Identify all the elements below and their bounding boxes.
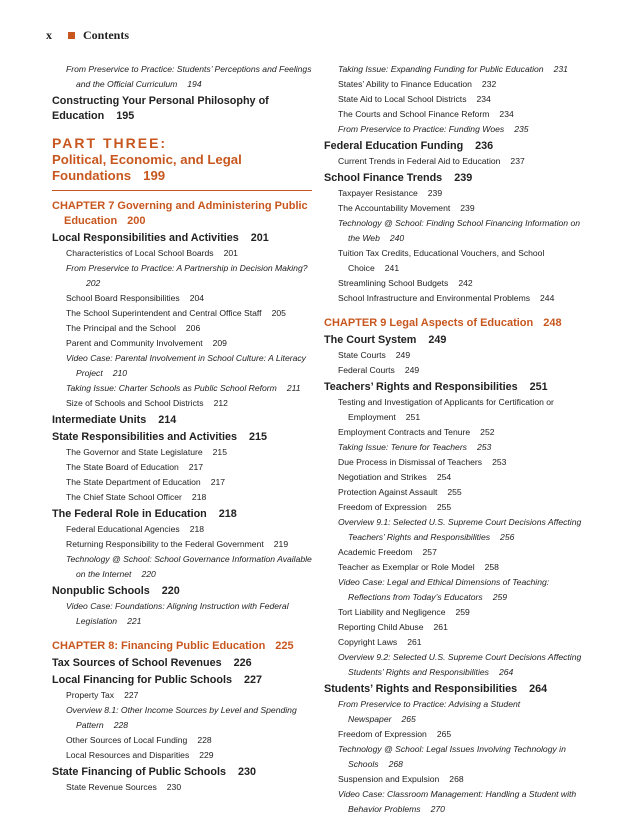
entry-page: 253 bbox=[492, 457, 507, 467]
section-title: Intermediate Units bbox=[52, 414, 147, 426]
section-title: Teachers’ Rights and Responsibilities bbox=[324, 381, 518, 393]
entry-text: Taking Issue: Tenure for Teachers bbox=[338, 442, 467, 452]
entry-page: 265 bbox=[401, 714, 416, 724]
entry-page: 228 bbox=[197, 735, 212, 745]
toc-section[interactable] bbox=[52, 765, 312, 780]
entry-text: The Chief State School Officer bbox=[66, 492, 182, 502]
entry-text: The School Superintendent and Central Office Staff bbox=[66, 308, 262, 318]
entry-text: Technology @ School: Finding School Financing Information on the Web bbox=[338, 218, 581, 243]
entry-text: Video Case: Parental Involvement in School Culture: A Literacy Project bbox=[66, 353, 306, 378]
toc-entry[interactable] bbox=[66, 522, 312, 537]
entry-text: Current Trends in Federal Aid to Education bbox=[338, 156, 501, 166]
entry-page: 217 bbox=[188, 462, 204, 472]
section-page: 195 bbox=[116, 110, 135, 122]
entry-text: Characteristics of Local School Boards bbox=[66, 248, 214, 258]
entry-page: 268 bbox=[388, 759, 403, 769]
entry-page: 232 bbox=[481, 79, 497, 89]
page-header bbox=[46, 28, 129, 42]
entry-page: 259 bbox=[455, 607, 470, 617]
entry-page: 210 bbox=[112, 368, 128, 378]
entry-text: Local Resources and Disparities bbox=[66, 750, 190, 760]
chapter-page: 225 bbox=[275, 640, 294, 652]
toc-entry[interactable] bbox=[338, 772, 589, 787]
entry-page: 206 bbox=[185, 323, 201, 333]
entry-text: School Board Responsibilities bbox=[66, 293, 180, 303]
page-number-roman: x bbox=[46, 27, 52, 42]
entry-text: Size of Schools and School Districts bbox=[66, 398, 204, 408]
chapter-heading[interactable] bbox=[324, 316, 589, 331]
toc-left-column bbox=[52, 62, 312, 795]
entry-page: 240 bbox=[389, 233, 405, 243]
toc-entry[interactable] bbox=[338, 107, 589, 122]
chapter-page: 248 bbox=[543, 317, 562, 329]
entry-text: Academic Freedom bbox=[338, 547, 413, 557]
section-page: 230 bbox=[237, 766, 256, 778]
entry-text: Federal Educational Agencies bbox=[66, 524, 180, 534]
section-page: 249 bbox=[428, 334, 447, 346]
entry-page: 239 bbox=[460, 203, 475, 213]
section-title: School Finance Trends bbox=[324, 172, 443, 184]
section-page: 215 bbox=[249, 431, 268, 443]
chapter-title: CHAPTER 7 Governing and Administering Public Education bbox=[52, 200, 308, 227]
toc-entry[interactable] bbox=[338, 787, 589, 817]
toc-entry[interactable] bbox=[338, 395, 589, 425]
entry-text: Tuition Tax Credits, Educational Vouchers, and School Choice bbox=[338, 248, 545, 273]
entry-text: Teacher as Exemplar or Role Model bbox=[338, 562, 475, 572]
section-title: Local Responsibilities and Activities bbox=[52, 232, 239, 244]
part-heading[interactable] bbox=[52, 134, 312, 184]
entry-page: 230 bbox=[166, 782, 182, 792]
toc-entry[interactable] bbox=[66, 336, 312, 351]
entry-page: 255 bbox=[436, 502, 452, 512]
toc-entry[interactable] bbox=[338, 201, 589, 216]
section-title: Students’ Rights and Responsibilities bbox=[324, 683, 518, 695]
section-title: The Federal Role in Education bbox=[52, 508, 207, 520]
entry-page: 215 bbox=[212, 447, 227, 457]
toc-right-column bbox=[324, 62, 589, 817]
entry-page: 252 bbox=[480, 427, 495, 437]
entry-text: School Infrastructure and Environmental Problems bbox=[338, 293, 531, 303]
entry-text: Returning Responsibility to the Federal Government bbox=[66, 539, 264, 549]
chapter-title: CHAPTER 8: Financing Public Education bbox=[52, 640, 266, 652]
entry-text: Tort Liability and Negligence bbox=[338, 607, 446, 617]
section-page: 236 bbox=[475, 140, 494, 152]
entry-page: 270 bbox=[430, 804, 445, 814]
toc-section[interactable] bbox=[52, 231, 312, 246]
entry-page: 242 bbox=[458, 278, 473, 288]
entry-page: 261 bbox=[407, 637, 422, 647]
entry-text: State Aid to Local School Districts bbox=[338, 94, 467, 104]
toc-entry[interactable] bbox=[66, 62, 312, 92]
toc-entry[interactable] bbox=[66, 445, 312, 460]
divider bbox=[52, 190, 312, 191]
entry-page: 235 bbox=[514, 124, 529, 134]
entry-text: Employment Contracts and Tenure bbox=[338, 427, 471, 437]
running-title: Contents bbox=[83, 27, 130, 42]
entry-page: 239 bbox=[427, 188, 443, 198]
entry-page: 221 bbox=[127, 616, 142, 626]
toc-entry[interactable] bbox=[338, 500, 589, 515]
entry-page: 241 bbox=[384, 263, 400, 273]
toc-entry[interactable] bbox=[338, 560, 589, 575]
section-page: 264 bbox=[529, 683, 548, 695]
chapter-title: CHAPTER 9 Legal Aspects of Education bbox=[324, 317, 534, 329]
entry-page: 227 bbox=[124, 690, 139, 700]
entry-text: The State Department of Education bbox=[66, 477, 201, 487]
toc-entry[interactable] bbox=[338, 620, 589, 635]
entry-text: Reporting Child Abuse bbox=[338, 622, 424, 632]
entry-page: 237 bbox=[510, 156, 525, 166]
toc-entry[interactable] bbox=[338, 575, 589, 605]
entry-page: 201 bbox=[223, 248, 238, 258]
entry-text: Taking Issue: Charter Schools as Public School Reform bbox=[66, 383, 277, 393]
entry-page: 220 bbox=[141, 569, 156, 579]
toc-entry[interactable] bbox=[66, 703, 312, 733]
toc-entry[interactable] bbox=[66, 552, 312, 582]
toc-entry[interactable] bbox=[338, 276, 589, 291]
entry-text: State Revenue Sources bbox=[66, 782, 157, 792]
entry-text: Freedom of Expression bbox=[338, 502, 427, 512]
entry-page: 231 bbox=[553, 64, 568, 74]
entry-text: State Courts bbox=[338, 350, 386, 360]
section-title: Local Financing for Public Schools bbox=[52, 674, 232, 686]
chapter-heading[interactable] bbox=[52, 199, 312, 229]
entry-page: 253 bbox=[476, 442, 492, 452]
entry-page: 249 bbox=[404, 365, 420, 375]
entry-text: The Governor and State Legislature bbox=[66, 447, 203, 457]
toc-entry[interactable] bbox=[66, 321, 312, 336]
entry-page: 251 bbox=[405, 412, 421, 422]
toc-entry[interactable] bbox=[338, 291, 589, 306]
section-title: Tax Sources of School Revenues bbox=[52, 657, 222, 669]
toc-entry[interactable] bbox=[338, 363, 589, 378]
entry-text: The State Board of Education bbox=[66, 462, 179, 472]
entry-text: Technology @ School: Legal Issues Involving Technology in Schools bbox=[338, 744, 566, 769]
entry-page: 254 bbox=[436, 472, 452, 482]
entry-page: 204 bbox=[189, 293, 205, 303]
section-page: 227 bbox=[243, 674, 262, 686]
toc-entry[interactable] bbox=[338, 440, 589, 455]
entry-page: 219 bbox=[273, 539, 289, 549]
entry-page: 259 bbox=[492, 592, 508, 602]
entry-text: Overview 9.2: Selected U.S. Supreme Court Decisions Affecting Students’ Rights and Responsibilities bbox=[338, 652, 582, 677]
toc-entry[interactable] bbox=[338, 742, 589, 772]
entry-text: Copyright Laws bbox=[338, 637, 398, 647]
part-title: Political, Economic, and Legal Foundations bbox=[52, 152, 242, 183]
entry-text: The Principal and the School bbox=[66, 323, 176, 333]
entry-page: 257 bbox=[422, 547, 437, 557]
toc-entry[interactable] bbox=[338, 635, 589, 650]
section-title: Nonpublic Schools bbox=[52, 585, 150, 597]
toc-entry[interactable] bbox=[338, 216, 589, 246]
section-page: 214 bbox=[158, 414, 177, 426]
section-page: 239 bbox=[454, 172, 473, 184]
toc-entry[interactable] bbox=[338, 154, 589, 169]
toc-entry[interactable] bbox=[66, 748, 312, 763]
toc-entry[interactable] bbox=[338, 485, 589, 500]
entry-text: Protection Against Assault bbox=[338, 487, 438, 497]
entry-text: Testing and Investigation of Applicants for Certification or Employment bbox=[338, 397, 554, 422]
toc-section[interactable] bbox=[52, 94, 312, 124]
toc-entry[interactable] bbox=[338, 455, 589, 470]
entry-page: 244 bbox=[540, 293, 555, 303]
entry-text: Streamlining School Budgets bbox=[338, 278, 449, 288]
toc-entry[interactable] bbox=[66, 381, 312, 396]
toc-entry[interactable] bbox=[338, 727, 589, 742]
entry-page: 211 bbox=[286, 383, 301, 393]
entry-page: 212 bbox=[213, 398, 228, 408]
entry-text: Video Case: Legal and Ethical Dimensions of Teaching: Reflections from Today’s Educators bbox=[338, 577, 550, 602]
entry-text: Overview 8.1: Other Income Sources by Level and Spending Pattern bbox=[66, 705, 297, 730]
entry-page: 209 bbox=[212, 338, 227, 348]
entry-text: Overview 9.1: Selected U.S. Supreme Court Decisions Affecting Teachers’ Rights and Responsibilities bbox=[338, 517, 582, 542]
toc-section[interactable] bbox=[52, 507, 312, 522]
toc-section[interactable] bbox=[52, 673, 312, 688]
entry-text: Taxpayer Resistance bbox=[338, 188, 418, 198]
chapter-page: 200 bbox=[127, 215, 146, 227]
toc-entry[interactable] bbox=[66, 261, 312, 291]
toc-entry[interactable] bbox=[66, 599, 312, 629]
toc-entry[interactable] bbox=[338, 470, 589, 485]
section-title: State Responsibilities and Activities bbox=[52, 431, 237, 443]
section-page: 220 bbox=[161, 585, 180, 597]
entry-page: 265 bbox=[436, 729, 452, 739]
toc-entry[interactable] bbox=[338, 77, 589, 92]
entry-page: 202 bbox=[86, 278, 101, 288]
entry-page: 256 bbox=[500, 532, 515, 542]
entry-text: Negotiation and Strikes bbox=[338, 472, 427, 482]
toc-entry[interactable] bbox=[66, 246, 312, 261]
toc-entry[interactable] bbox=[338, 605, 589, 620]
toc-entry[interactable] bbox=[66, 460, 312, 475]
entry-page: 234 bbox=[499, 109, 514, 119]
section-page: 226 bbox=[233, 657, 252, 669]
toc-entry[interactable] bbox=[66, 490, 312, 505]
toc-entry[interactable] bbox=[338, 515, 589, 545]
entry-page: 234 bbox=[476, 94, 491, 104]
toc-entry[interactable] bbox=[338, 246, 589, 276]
entry-page: 255 bbox=[447, 487, 462, 497]
entry-text: Video Case: Classroom Management: Handling a Student with Behavior Problems bbox=[338, 789, 577, 814]
toc-section[interactable] bbox=[324, 171, 589, 186]
entry-text: From Preservice to Practice: Advising a Student Newspaper bbox=[338, 699, 521, 724]
toc-section[interactable] bbox=[324, 333, 589, 348]
entry-text: The Accountability Movement bbox=[338, 203, 451, 213]
toc-section[interactable] bbox=[324, 380, 589, 395]
section-title: Federal Education Funding bbox=[324, 140, 464, 152]
toc-entry[interactable] bbox=[66, 475, 312, 490]
entry-text: States’ Ability to Finance Education bbox=[338, 79, 472, 89]
part-page: 199 bbox=[143, 168, 166, 183]
entry-text: Other Sources of Local Funding bbox=[66, 735, 188, 745]
toc-section[interactable] bbox=[52, 584, 312, 599]
toc-entry[interactable] bbox=[338, 545, 589, 560]
toc-entry[interactable] bbox=[66, 537, 312, 552]
square-bullet-icon bbox=[68, 32, 75, 39]
toc-section[interactable] bbox=[52, 430, 312, 445]
toc-entry[interactable] bbox=[338, 122, 589, 137]
section-title: The Court System bbox=[324, 334, 417, 346]
entry-page: 218 bbox=[191, 492, 207, 502]
entry-page: 261 bbox=[433, 622, 448, 632]
entry-text: From Preservice to Practice: A Partnership in Decision Making? bbox=[66, 263, 308, 273]
entry-text: From Preservice to Practice: Students’ Perceptions and Feelings and the Official Curriculum bbox=[66, 64, 312, 89]
toc-entry[interactable] bbox=[338, 186, 589, 201]
part-label: PART THREE: bbox=[52, 135, 168, 151]
entry-text: Video Case: Foundations: Aligning Instruction with Federal Legislation bbox=[66, 601, 289, 626]
toc-entry[interactable] bbox=[338, 425, 589, 440]
entry-text: Technology @ School: School Governance Information Available on the Internet bbox=[66, 554, 312, 579]
entry-page: 205 bbox=[271, 308, 286, 318]
toc-section[interactable] bbox=[324, 139, 589, 154]
toc-entry[interactable] bbox=[66, 396, 312, 411]
entry-text: Federal Courts bbox=[338, 365, 395, 375]
entry-page: 218 bbox=[189, 524, 205, 534]
toc-entry[interactable] bbox=[338, 348, 589, 363]
toc-entry[interactable] bbox=[338, 62, 589, 77]
toc-entry[interactable] bbox=[66, 306, 312, 321]
section-page: 218 bbox=[218, 508, 237, 520]
section-page: 201 bbox=[250, 232, 269, 244]
toc-entry[interactable] bbox=[66, 733, 312, 748]
toc-section[interactable] bbox=[52, 413, 312, 428]
entry-text: From Preservice to Practice: Funding Woes bbox=[338, 124, 505, 134]
entry-text: Suspension and Expulsion bbox=[338, 774, 440, 784]
entry-page: 249 bbox=[395, 350, 411, 360]
toc-entry[interactable] bbox=[66, 780, 312, 795]
entry-page: 228 bbox=[113, 720, 129, 730]
entry-page: 229 bbox=[199, 750, 214, 760]
entry-page: 268 bbox=[449, 774, 464, 784]
entry-page: 258 bbox=[484, 562, 499, 572]
toc-section[interactable] bbox=[324, 682, 589, 697]
entry-text: Freedom of Expression bbox=[338, 729, 427, 739]
entry-text: Taking Issue: Expanding Funding for Public Education bbox=[338, 64, 544, 74]
entry-text: The Courts and School Finance Reform bbox=[338, 109, 490, 119]
section-title: State Financing of Public Schools bbox=[52, 766, 226, 778]
section-title: Constructing Your Personal Philosophy of Education bbox=[52, 95, 269, 122]
toc-entry[interactable] bbox=[66, 291, 312, 306]
toc-section[interactable] bbox=[52, 656, 312, 671]
entry-text: Property Tax bbox=[66, 690, 115, 700]
toc-entry[interactable] bbox=[338, 92, 589, 107]
chapter-heading[interactable] bbox=[52, 639, 312, 654]
toc-entry[interactable] bbox=[66, 351, 312, 381]
toc-entry[interactable] bbox=[338, 697, 589, 727]
entry-page: 217 bbox=[210, 477, 226, 487]
entry-page: 264 bbox=[498, 667, 514, 677]
section-page: 251 bbox=[529, 381, 548, 393]
toc-entry[interactable] bbox=[66, 688, 312, 703]
entry-text: Due Process in Dismissal of Teachers bbox=[338, 457, 483, 467]
toc-entry[interactable] bbox=[338, 650, 589, 680]
entry-text: Parent and Community Involvement bbox=[66, 338, 203, 348]
entry-page: 194 bbox=[187, 79, 202, 89]
